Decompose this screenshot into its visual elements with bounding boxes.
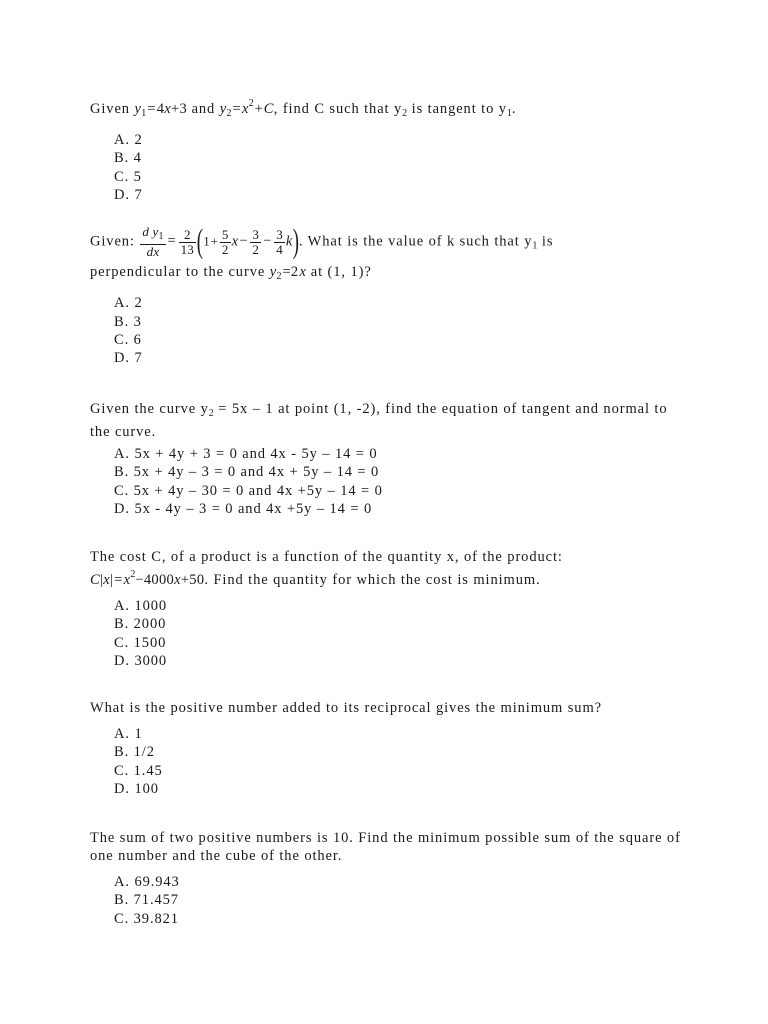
equation-y1: $y_1=4x+3$ — [134, 101, 188, 119]
question-1 — [90, 95, 690, 204]
option: A. 1 — [114, 726, 143, 742]
stem-text: Given — [90, 101, 135, 117]
option: D. 7 — [114, 186, 143, 203]
fraction-dy-dx: $\frac{d y_1}{dx}$ — [142, 224, 164, 259]
option: C. 5 — [114, 168, 142, 185]
option: D. 7 — [114, 350, 143, 367]
stem-text: , find C such that y — [273, 101, 403, 117]
question-5 — [90, 699, 690, 798]
question-3 — [90, 400, 690, 518]
question-6 — [90, 829, 690, 928]
option: A. 69.943 — [114, 874, 180, 890]
question-2-stem-line2: perpendicular to the curve $y_2=2x$ at (1, 1)? — [90, 264, 372, 283]
option: A. 2 — [114, 132, 143, 148]
fraction: $\frac{3}{4}$ — [276, 226, 283, 257]
option: B. 2000 — [114, 616, 167, 633]
option: B. 71.457 — [114, 892, 179, 909]
option: B. 4 — [114, 150, 142, 167]
question-4-options — [90, 597, 690, 670]
question-4 — [90, 548, 690, 670]
question-2 — [90, 225, 690, 368]
left-paren: ( — [196, 223, 204, 260]
question-1-options — [90, 131, 690, 204]
option: C. 39.821 — [114, 910, 179, 927]
question-2-options — [90, 294, 690, 367]
option: C. 6 — [114, 331, 142, 348]
question-3-stem: Given the curve $y_2 = 5x - 1$ at point (1, -2), find the equation of tangent and normal to the curve. — [90, 401, 668, 440]
option: A. 5x + 4y + 3 = 0 and 4x - 5y – 14 = 0 — [114, 446, 378, 462]
option: D. 5x - 4y – 3 = 0 and 4x +5y – 14 = 0 — [114, 500, 373, 517]
option: B. 3 — [114, 313, 142, 330]
equation-y2: $y_2=x^2+C$ — [219, 98, 274, 119]
question-4-stem-line2: $C|x|=x^2-4000x+50$. Find the quantity for which the cost is minimum. — [90, 569, 541, 588]
option: C. 1500 — [114, 634, 167, 651]
option: D. 3000 — [114, 652, 168, 669]
question-4-stem: The cost C, of a product is a function of the quantity x, of the product: — [90, 549, 563, 565]
question-3-options — [90, 445, 690, 518]
option: C. 1.45 — [114, 762, 163, 779]
question-6-options — [90, 873, 690, 928]
option: A. 1000 — [114, 598, 168, 614]
right-paren: ) — [292, 223, 300, 260]
question-1-stem: Given $y_1=4x+3$ and $y_2=x^2+C$, find C such that $y_2$ is tangent to $y_1$. — [90, 98, 517, 119]
fraction: $\frac{3}{2}$ — [252, 226, 260, 257]
option: A. 2 — [114, 295, 143, 312]
question-5-options — [90, 725, 690, 798]
question-2-stem: Given: $\frac{d y_1}{dx}$ = $\frac{2}{13}$ (1+ $\frac{5}{2}$ x− $\frac{3}{2}$ − $\frac{3}{4}$ k). What is the value of k such that $y_1$ is — [90, 223, 554, 260]
cost-function: $C|x|=x^2-4000x+50$ — [90, 569, 205, 588]
option: B. 1/2 — [114, 744, 155, 761]
option: C. 5x + 4y – 30 = 0 and 4x +5y – 14 = 0 — [114, 482, 383, 499]
question-6-stem: The sum of two positive numbers is 10. Find the minimum possible sum of the square of one number and the cube of the other. — [90, 830, 681, 864]
stem-text: and — [187, 101, 220, 117]
fraction: $\frac{2}{13}$ — [180, 226, 195, 257]
fraction: $\frac{5}{2}$ — [221, 226, 229, 257]
option: D. 100 — [114, 780, 159, 797]
question-5-stem: What is the positive number added to its reciprocal gives the minimum sum? — [90, 700, 602, 716]
stem-text: Given: — [90, 233, 135, 250]
option: B. 5x + 4y – 3 = 0 and 4x + 5y – 14 = 0 — [114, 464, 380, 481]
